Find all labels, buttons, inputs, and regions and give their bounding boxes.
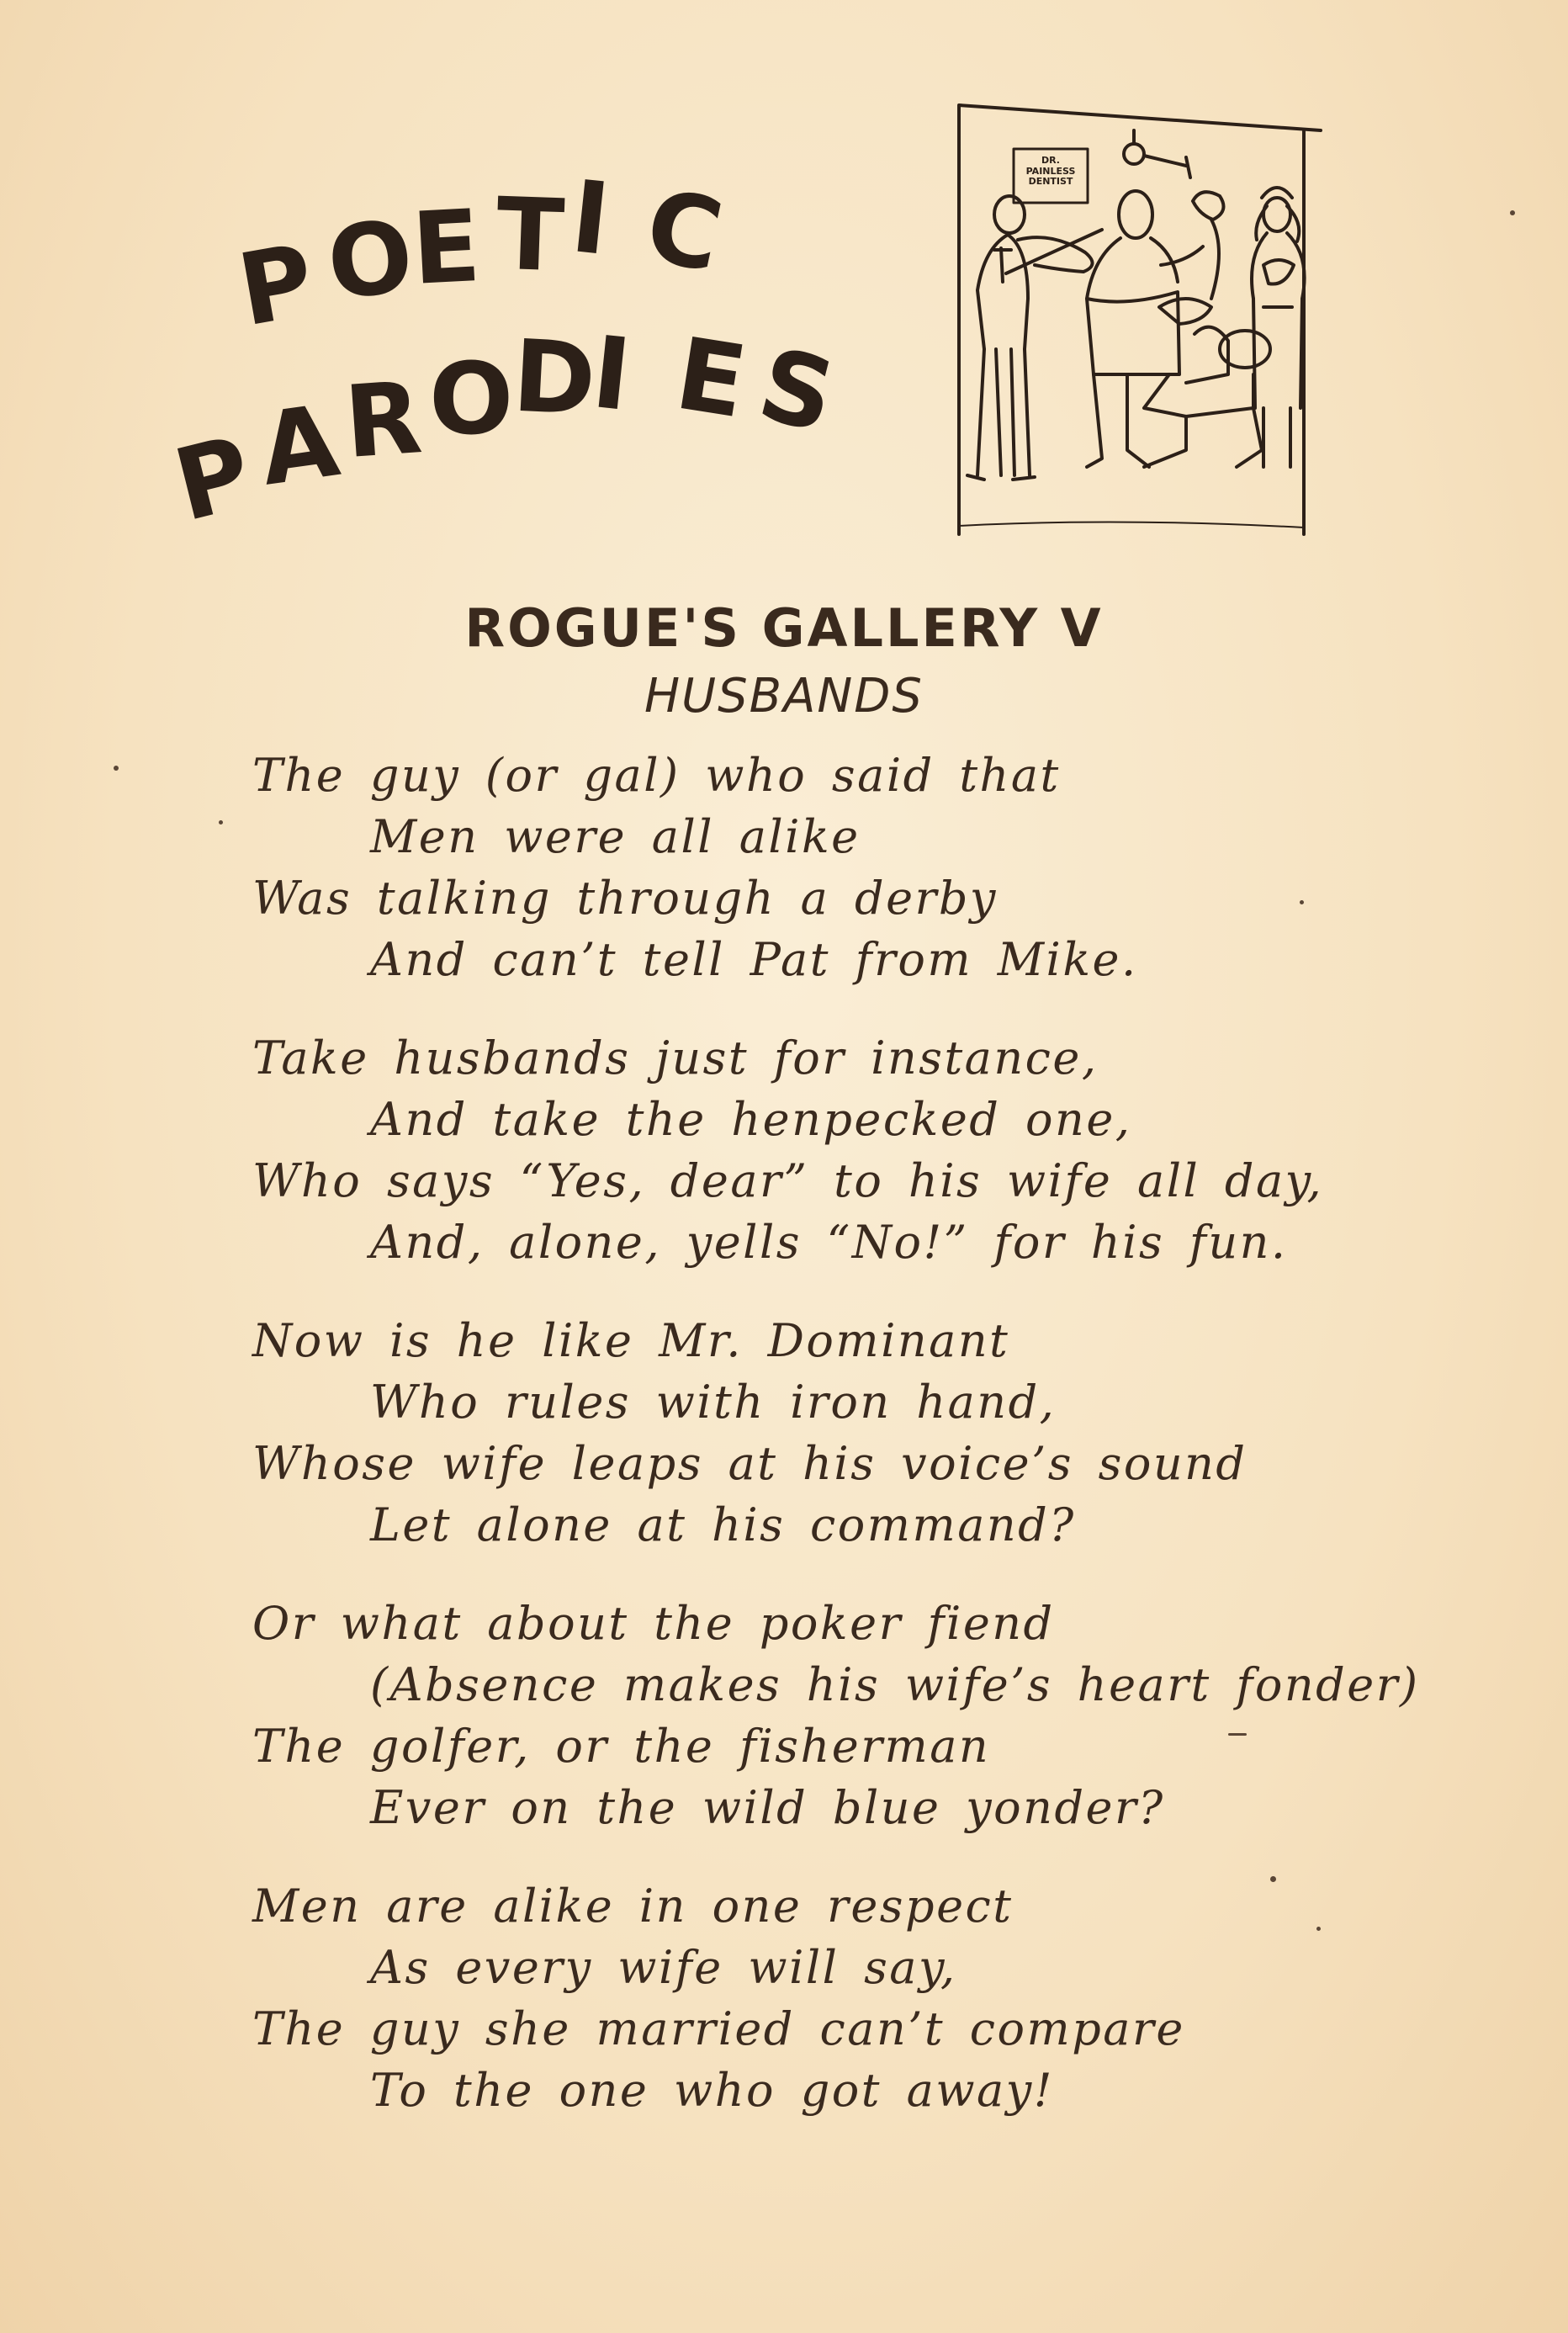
poem-line: Take husbands just for instance, [252,1031,1099,1084]
stanza [252,1027,1447,1273]
poem-line: The guy she married can’t compare [252,2002,1185,2055]
poem-line: Ever on the wild blue yonder? [370,1781,1165,1834]
poem-line: And can’t tell Pat from Mike. [370,933,1138,986]
paper-speck [1270,1876,1276,1882]
title-letter: T [494,175,566,294]
paper-speck [219,820,223,825]
title-letter: P [230,221,322,349]
title-letter: P [163,413,262,544]
stanza [252,1875,1447,2121]
title-letter: O [322,198,419,322]
paper-speck [114,766,119,771]
poem-line: Let alone at his command? [370,1498,1076,1551]
stanza [252,1310,1447,1556]
dentist-sign [1016,156,1085,188]
stanza [252,745,1447,990]
sign-text-line-1: DR. PAINLESS [1025,155,1076,177]
title-letter: I [565,158,615,278]
title-letter: D [510,317,599,438]
poem-line: Men are alike in one respect [252,1880,1014,1933]
stanza [252,1593,1447,1838]
poem-line: And take the henpecked one, [370,1093,1132,1146]
dentist-office-drawing [934,97,1329,543]
poem-subtitle: HUSBANDS [644,669,924,724]
poem-line: The guy (or gal) who said that [252,749,1061,802]
poem-line: Now is he like Mr. Dominant [252,1314,1010,1367]
title-letter: R [341,358,426,481]
poem-heading: ROGUE'S GALLERY V [464,597,1104,659]
paper-speck [1300,900,1304,904]
title-letter: I [586,314,636,433]
title-letter: O [429,341,514,457]
poem-line: The golfer, or the fisherman [252,1720,991,1773]
title-letter: S [748,325,846,456]
title-letter: C [636,166,733,295]
sign-text-line-2: DENTIST [1028,176,1073,188]
poem-line: To the one who got away! [370,2064,1054,2117]
poem-line: Who rules with iron hand, [370,1376,1057,1429]
page-title [0,0,925,547]
poem-line: Was talking through a derby [252,872,998,925]
dentist-office-illustration [934,97,1329,543]
poem-body [252,745,1447,2158]
paper-speck [1510,210,1515,215]
poem-line: Men were all alike [370,810,861,863]
paper-speck [1228,1733,1247,1736]
poem-line: (Absence makes his wife’s heart fonder) [370,1658,1420,1711]
poem-line: As every wife will say, [370,1941,957,1994]
poem-line: Who says “Yes, dear” to his wife all day, [252,1154,1324,1207]
title-letter: A [252,382,346,508]
title-letter: E [409,187,484,308]
paper-speck [1316,1927,1321,1931]
title-letter: E [668,315,754,441]
poem-line: And, alone, yells “No!” for his fun. [370,1216,1288,1269]
poem-line: Whose wife leaps at his voice’s sound [252,1437,1248,1490]
poem-line: Or what about the poker fiend [252,1597,1055,1650]
